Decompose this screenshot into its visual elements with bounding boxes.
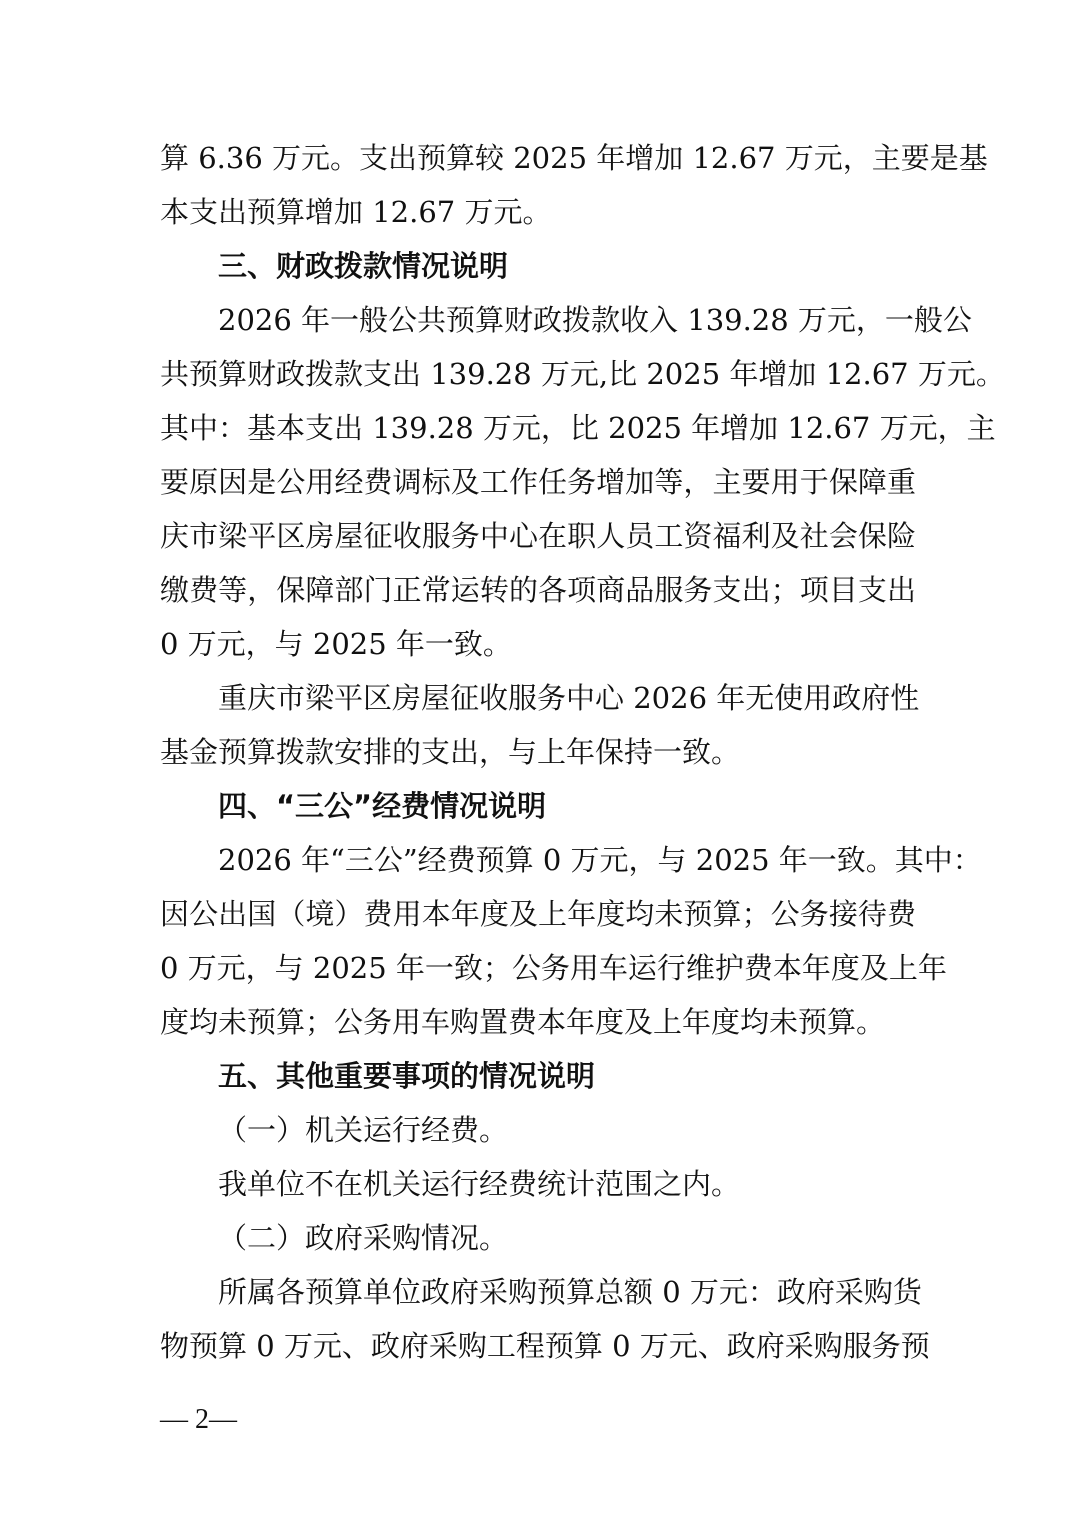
section-heading-5: 五、其他重要事项的情况说明 xyxy=(218,1059,596,1093)
subsection-heading-1: （一）机关运行经费。 xyxy=(218,1113,509,1147)
paragraph-line: 度均未预算；公务用车购置费本年度及上年度均未预算。 xyxy=(160,1005,886,1039)
paragraph-line: 因公出国（境）费用本年度及上年度均未预算；公务接待费 xyxy=(160,897,916,931)
paragraph-line: 基金预算拨款安排的支出，与上年保持一致。 xyxy=(160,735,741,769)
section-heading-3: 三、财政拨款情况说明 xyxy=(218,249,509,283)
paragraph-line: 0 万元，与 2025 年一致；公务用车运行维护费本年度及上年 xyxy=(160,951,947,985)
paragraph-line: 其中：基本支出 139.28 万元，比 2025 年增加 12.67 万元，主 xyxy=(160,411,996,445)
subsection-heading-2: （二）政府采购情况。 xyxy=(218,1221,509,1255)
paragraph-line: 缴费等，保障部门正常运转的各项商品服务支出；项目支出 xyxy=(160,573,916,607)
paragraph-line: 2026 年一般公共预算财政拨款收入 139.28 万元，一般公 xyxy=(218,303,972,337)
paragraph-line: 2026 年“三公”经费预算 0 万元，与 2025 年一致。其中： xyxy=(218,843,982,877)
paragraph-line: 共预算财政拨款支出 139.28 万元,比 2025 年增加 12.67 万元。 xyxy=(160,357,1005,391)
paragraph-line: 所属各预算单位政府采购预算总额 0 万元：政府采购货 xyxy=(218,1275,922,1309)
paragraph-line: 庆市梁平区房屋征收服务中心在职人员工资福利及社会保险 xyxy=(160,519,916,553)
page-number: — 2— xyxy=(160,1404,237,1435)
paragraph-line: 重庆市梁平区房屋征收服务中心 2026 年无使用政府性 xyxy=(218,681,920,715)
paragraph-line: 0 万元，与 2025 年一致。 xyxy=(160,627,512,661)
paragraph-line: 我单位不在机关运行经费统计范围之内。 xyxy=(218,1167,741,1201)
section-heading-4: 四、“三公”经费情况说明 xyxy=(218,789,547,823)
paragraph-line: 算 6.36 万元。支出预算较 2025 年增加 12.67 万元，主要是基 xyxy=(160,141,988,175)
body-text xyxy=(160,131,1005,1373)
paragraph-line: 物预算 0 万元、政府采购工程预算 0 万元、政府采购服务预 xyxy=(160,1329,930,1363)
paragraph-line: 本支出预算增加 12.67 万元。 xyxy=(160,195,552,229)
paragraph-line: 要原因是公用经费调标及工作任务增加等，主要用于保障重 xyxy=(160,465,916,499)
